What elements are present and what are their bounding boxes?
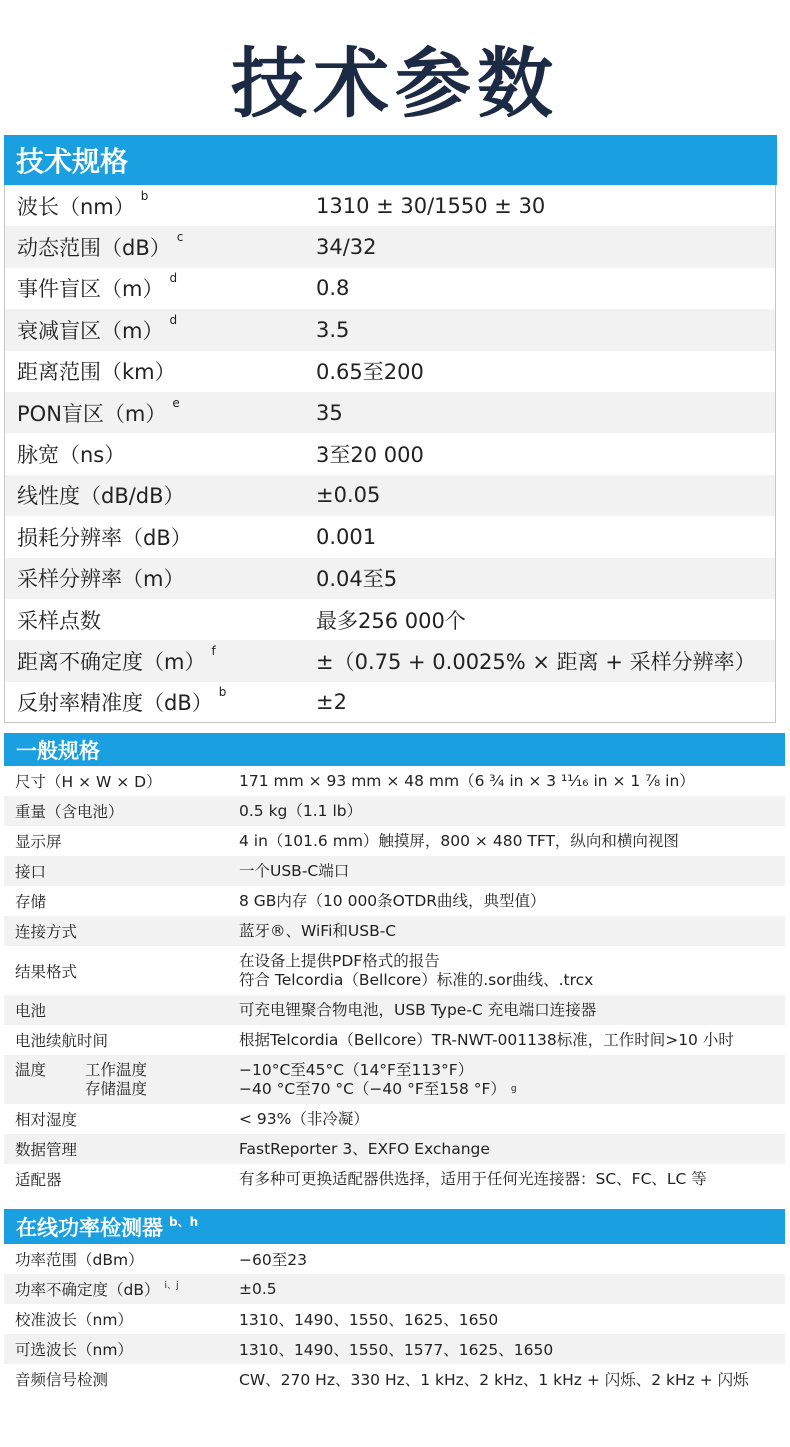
- table-row: [5, 433, 775, 474]
- row-value: 蓝牙®、WiFi和USB-C: [239, 921, 397, 940]
- row-value: 根据Telcordia（Bellcore）TR-NWT-001138标准，工作时间>10 小时: [239, 1030, 734, 1049]
- row-label: 音频信号检测: [15, 1371, 109, 1389]
- row-value: 1310、1490、1550、1625、1650: [239, 1311, 499, 1329]
- row-value: ±2: [316, 690, 347, 715]
- row-label: 损耗分辨率（dB）: [17, 525, 192, 550]
- section-header: [4, 135, 777, 185]
- table-row: [4, 995, 785, 1025]
- row-value: 1310 ± 30/1550 ± 30: [316, 193, 546, 218]
- row-label: 功率不确定度（dB） $^{i、j}$: [15, 1281, 179, 1299]
- table-row: [5, 351, 775, 392]
- table-row: [5, 475, 775, 516]
- row-label: 存储: [15, 893, 47, 911]
- row-label: 显示屏: [15, 833, 62, 851]
- row-value: −10°C至45°C（14°F至113°F） −40 °C至70 °C（−40 °F至158 °F） $^g$: [239, 1060, 517, 1098]
- row-label: 电池续航时间: [15, 1032, 109, 1050]
- row-label: 距离范围（km）: [17, 360, 176, 385]
- row-value: ±0.05: [316, 483, 381, 508]
- row-value: 171 mm × 93 mm × 48 mm（6 ³⁄₄ in × 3 ¹¹⁄₁₆ in × 1 ⁷⁄₈ in）: [239, 771, 695, 790]
- row-label: 反射率精准度（dB） $^b$: [17, 685, 227, 716]
- row-value: FastReporter 3、EXFO Exchange: [239, 1139, 490, 1158]
- row-label: 相对湿度: [15, 1111, 78, 1129]
- row-label: 可选波长（nm）: [15, 1341, 133, 1359]
- row-label: 动态范围（dB） $^c$: [17, 230, 184, 261]
- row-value: 可充电锂聚合物电池，USB Type-C 充电端口连接器: [239, 1000, 597, 1019]
- table-row: [4, 1055, 785, 1104]
- row-value: 1310、1490、1550、1577、1625、1650: [239, 1341, 554, 1359]
- row-label: 适配器: [15, 1171, 62, 1189]
- section-title-note: b、h: [169, 1215, 199, 1229]
- table-row: [4, 1304, 785, 1334]
- table-row: [5, 226, 775, 267]
- row-label: 事件盲区（m） $^d$: [17, 271, 178, 302]
- spec-table: [4, 766, 785, 1194]
- table-row: [4, 796, 785, 826]
- row-value: ±（0.75 + 0.0025% × 距离 + 采样分辨率）: [316, 649, 756, 674]
- table-row: [5, 392, 775, 433]
- table-row: [4, 1244, 785, 1274]
- row-label: 校准波长（nm）: [15, 1311, 133, 1329]
- row-value: 0.65至200: [316, 360, 424, 385]
- section-header: [4, 733, 785, 766]
- table-row: [5, 682, 775, 723]
- table-row: [4, 1364, 785, 1394]
- table-row: [4, 1104, 785, 1134]
- row-label: 线性度（dB/dB）: [17, 484, 185, 509]
- row-label: 波长（nm） $^b$: [17, 188, 149, 219]
- row-label: 连接方式: [15, 923, 78, 941]
- table-row: [4, 1334, 785, 1364]
- table-row: [4, 1025, 785, 1055]
- row-value: 34/32: [316, 235, 377, 260]
- row-value: 0.001: [316, 524, 377, 549]
- row-value: 0.5 kg（1.1 lb）: [239, 801, 363, 820]
- row-value: 3.5: [316, 317, 350, 342]
- table-row: [5, 309, 775, 350]
- row-label: 数据管理: [15, 1141, 78, 1159]
- row-label: 温度 工作温度 存储温度: [15, 1060, 148, 1098]
- table-row: [4, 1164, 785, 1194]
- page-title: 技术参数: [231, 39, 559, 128]
- section-title: 技术规格: [16, 145, 129, 178]
- row-label: 尺寸（H × W × D）: [15, 773, 162, 791]
- row-label: 接口: [15, 863, 47, 881]
- technical-specs-section: [4, 135, 776, 723]
- row-value: CW、270 Hz、330 Hz、1 kHz、2 kHz、1 kHz + 闪烁、2 kHz + 闪烁: [239, 1371, 749, 1389]
- row-value: 在设备上提供PDF格式的报告 符合 Telcordia（Bellcore）标准的.sor曲线、.trcx: [239, 951, 594, 989]
- row-label: PON盲区（m） $^e$: [17, 395, 180, 426]
- section-title: 一般规格: [16, 738, 100, 763]
- table-row: [5, 640, 775, 681]
- table-row: [4, 826, 785, 856]
- table-row: [4, 1134, 785, 1164]
- table-row: [4, 856, 785, 886]
- table-row: [4, 916, 785, 946]
- row-value: ±0.5: [239, 1280, 277, 1298]
- row-label: 距离不确定度（m） $^f$: [17, 643, 216, 674]
- table-row: [4, 1274, 785, 1304]
- row-value: 有多种可更换适配器供选择，适用于任何光连接器：SC、FC、LC 等: [239, 1169, 707, 1188]
- row-label: 功率范围（dBm）: [15, 1251, 144, 1269]
- row-value: 0.04至5: [316, 567, 398, 592]
- row-value: 35: [316, 400, 343, 425]
- table-row: [4, 886, 785, 916]
- row-value: 4 in（101.6 mm）触摸屏，800 × 480 TFT，纵向和横向视图: [239, 831, 679, 850]
- row-value: −60至23: [239, 1251, 307, 1269]
- table-row: [5, 558, 775, 599]
- row-value: 0.8: [316, 276, 350, 301]
- row-value: 3至20 000: [316, 443, 424, 468]
- section-title: 在线功率检测器: [16, 1215, 163, 1240]
- row-label: 电池: [15, 1002, 47, 1020]
- table-row: [4, 766, 785, 796]
- table-row: [5, 185, 775, 226]
- table-row: [4, 946, 785, 995]
- row-value: 最多256 000个: [316, 608, 466, 633]
- table-row: [5, 516, 775, 557]
- row-value: < 93%（非冷凝）: [239, 1109, 369, 1128]
- row-label: 重量（含电池）: [15, 803, 124, 821]
- row-label: 采样分辨率（m）: [17, 567, 185, 592]
- row-label: 采样点数: [17, 608, 101, 633]
- row-label: 衰减盲区（m） $^d$: [17, 312, 178, 343]
- row-value: 8 GB内存（10 000条OTDR曲线，典型值）: [239, 891, 546, 910]
- spec-table: [4, 1244, 785, 1394]
- table-row: [5, 599, 775, 640]
- row-label: 脉宽（ns）: [17, 443, 126, 468]
- section-header: [4, 1209, 785, 1244]
- row-label: 结果格式: [15, 962, 78, 981]
- table-row: [5, 268, 775, 309]
- row-value: 一个USB-C端口: [239, 861, 350, 880]
- spec-table: [5, 185, 775, 723]
